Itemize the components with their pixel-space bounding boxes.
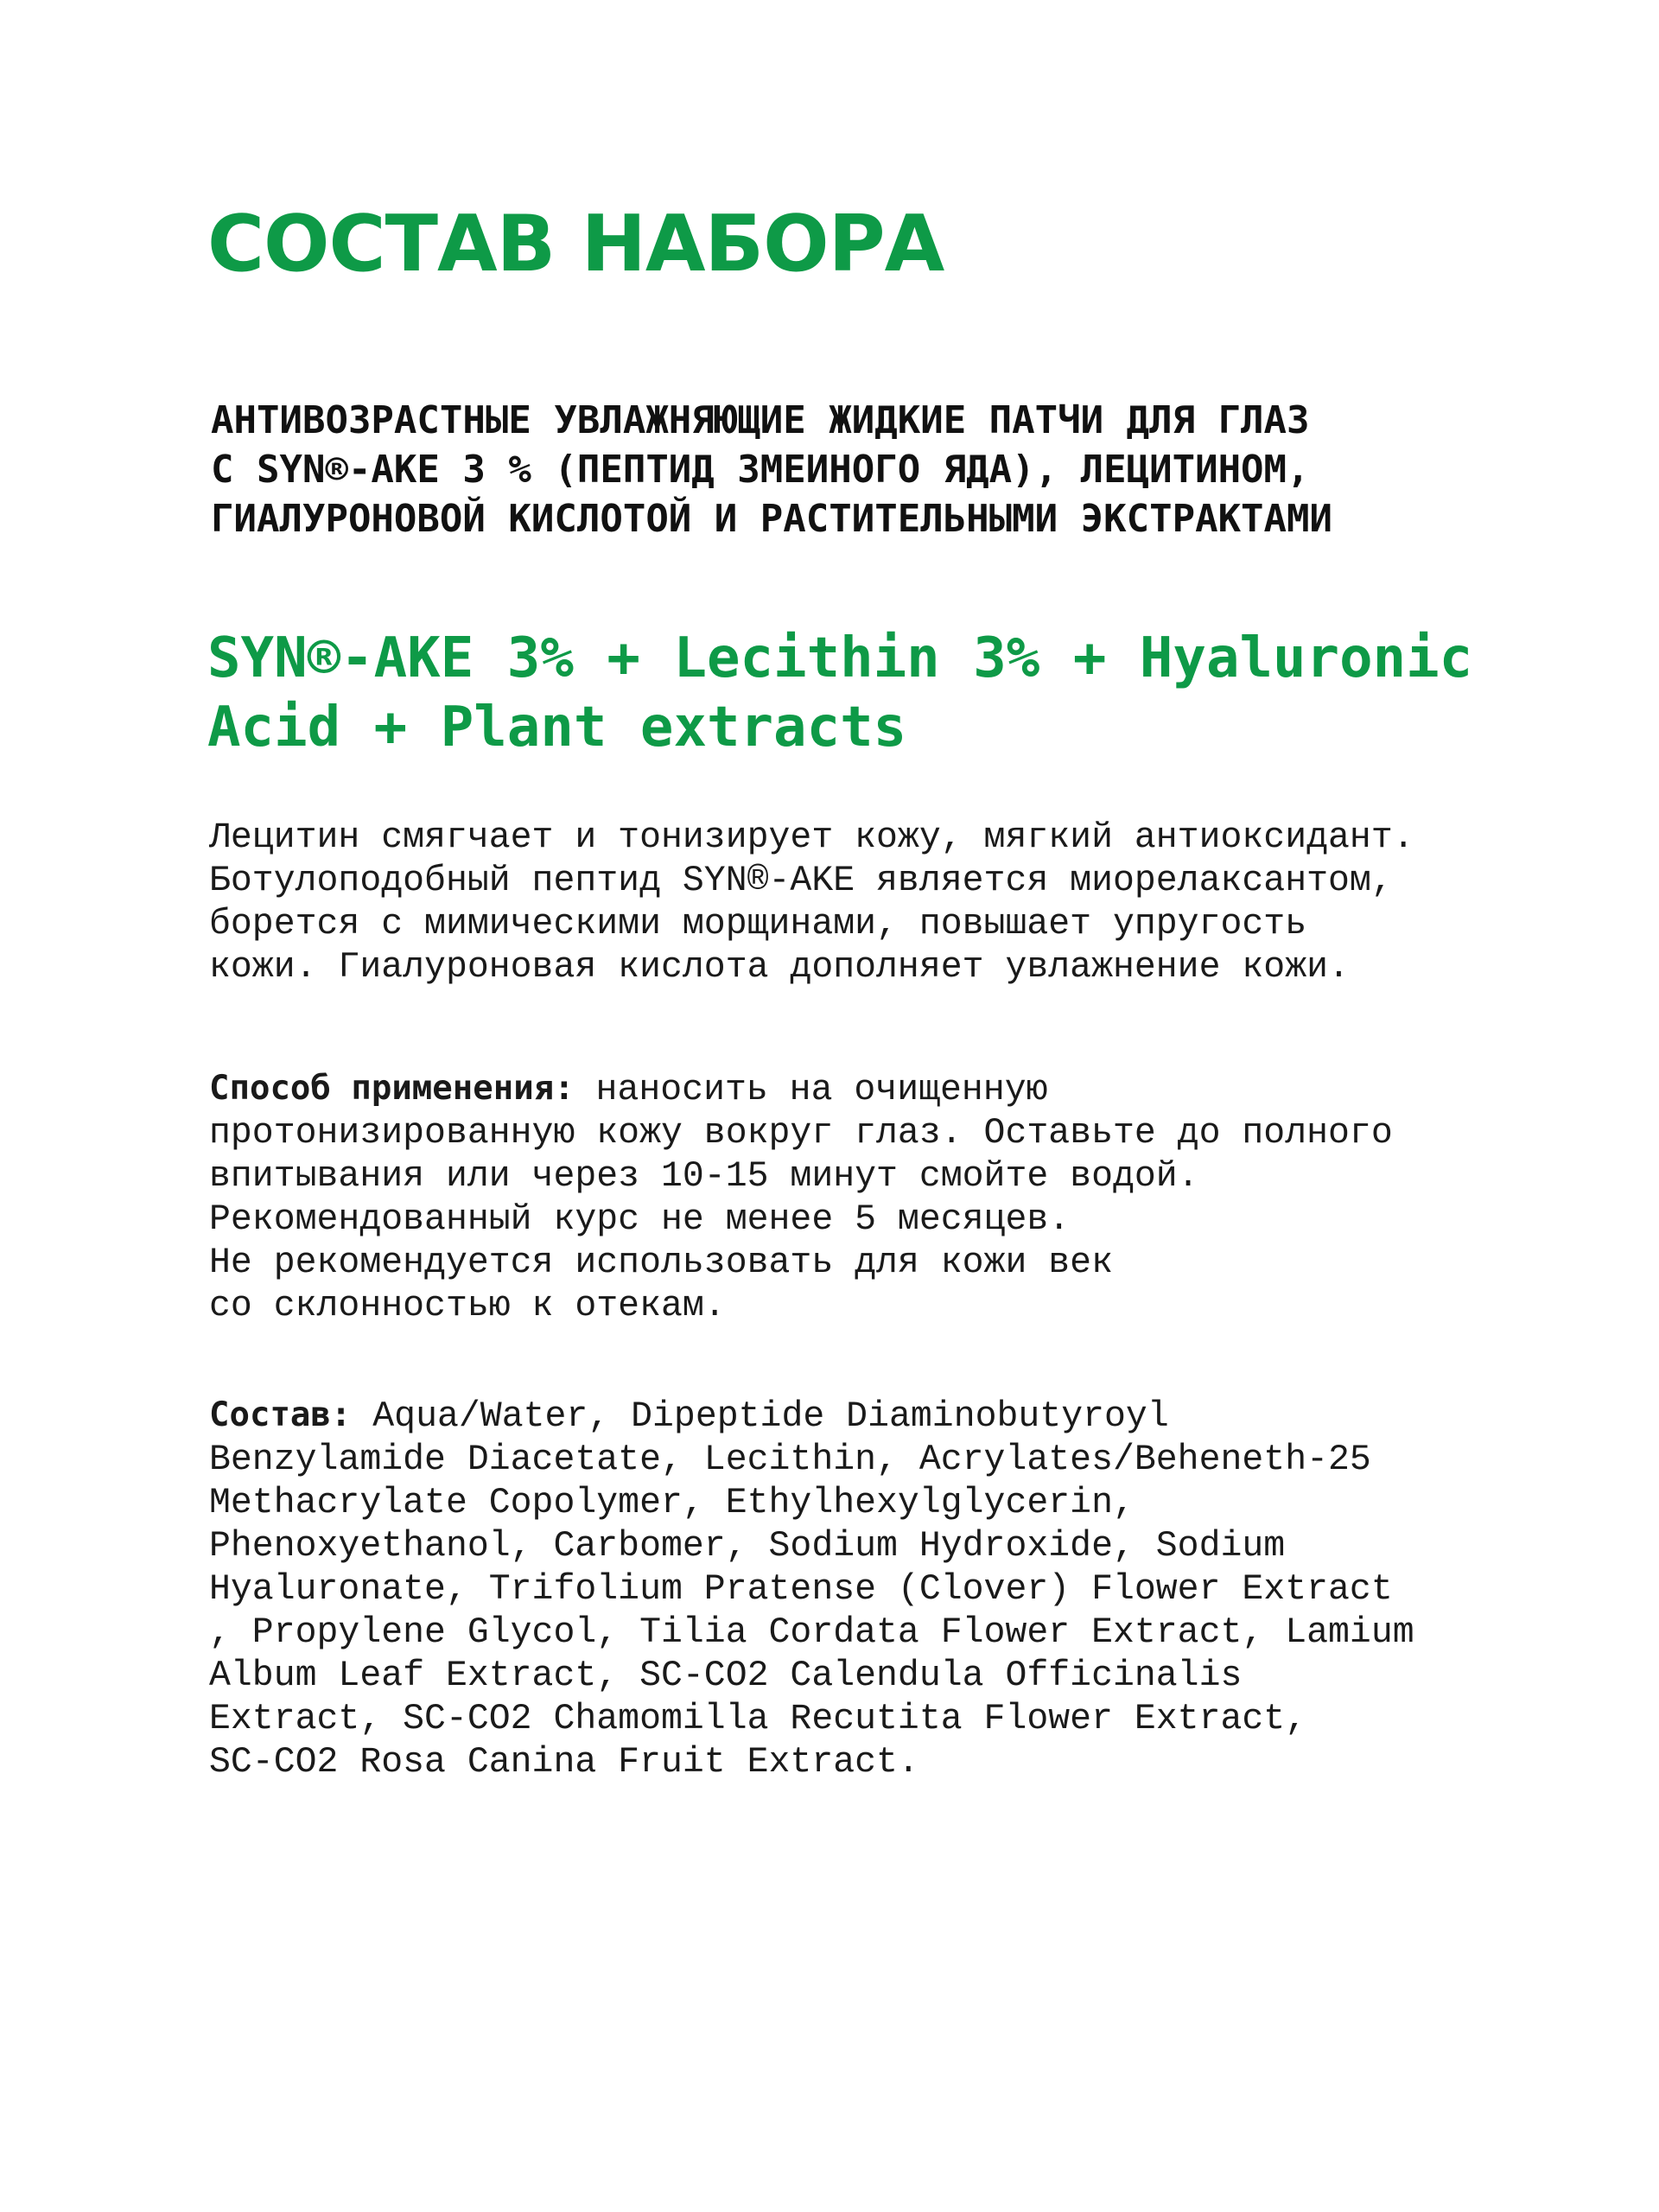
description-line: борется с мимическими морщинами, повышает упругость [209, 904, 1307, 944]
ingredients-line: , Propylene Glycol, Tilia Cordata Flower Extract, Lamium [209, 1612, 1414, 1653]
ingredients-section [209, 1394, 1414, 1784]
ingredients-line: Phenoxyethanol, Carbomer, Sodium Hydroxide, Sodium [209, 1526, 1286, 1567]
usage-text: наносить на очищенную [574, 1070, 1048, 1110]
usage-section [209, 1067, 1393, 1328]
usage-line: Рекомендованный курс не менее 5 месяцев. [209, 1199, 1071, 1240]
usage-label: Способ применения: [209, 1069, 575, 1108]
ingredients-line: Methacrylate Copolymer, Ethylhexylglycerin, [209, 1483, 1135, 1523]
description-paragraph [209, 817, 1414, 989]
product-name [211, 396, 1332, 543]
usage-line: протонизированную кожу вокруг глаз. Оставьте до полного [209, 1113, 1393, 1154]
usage-first-line [209, 1067, 1393, 1112]
page-title: СОСТАВ НАБОРА [207, 199, 944, 289]
ingredients-first-line [209, 1394, 1414, 1439]
ingredients-line: Album Leaf Extract, SC-CO2 Calendula Officinalis [209, 1656, 1243, 1696]
product-name-line: С SYN®-AKE 3 % (ПЕПТИД ЗМЕИНОГО ЯДА), ЛЕЦИТИНОМ, [211, 448, 1310, 492]
usage-line: впитывания или через 10-15 минут смойте водой. [209, 1156, 1199, 1197]
usage-line: со склонностью к отекам. [209, 1286, 726, 1326]
ingredients-line: Hyaluronate, Trifolium Pratense (Clover) Flower Extract [209, 1569, 1393, 1610]
ingredients-line: Extract, SC-CO2 Chamomilla Recutita Flower Extract, [209, 1699, 1307, 1739]
description-line: Ботулоподобный пептид SYN®-AKE является миорелаксантом, [209, 861, 1393, 901]
ingredients-line: SC-CO2 Rosa Canina Fruit Extract. [209, 1742, 919, 1783]
ingredients-line: Benzylamide Diacetate, Lecithin, Acrylates/Beheneth-25 [209, 1440, 1371, 1480]
usage-line: Не рекомендуется использовать для кожи век [209, 1243, 1113, 1283]
ingredients-text: Aqua/Water, Dipeptide Diaminobutyroyl [351, 1396, 1169, 1437]
product-name-line: АНТИВОЗРАСТНЫЕ УВЛАЖНЯЮЩИЕ ЖИДКИЕ ПАТЧИ ДЛЯ ГЛАЗ [211, 398, 1310, 442]
formula-line: Acid + Plant extracts [207, 696, 907, 760]
description-line: кожи. Гиалуроновая кислота дополняет увлажнение кожи. [209, 947, 1350, 988]
formula-heading [207, 624, 1472, 762]
formula-line: SYN®-AKE 3% + Lecithin 3% + Hyaluronic [207, 626, 1473, 690]
product-name-line: ГИАЛУРОНОВОЙ КИСЛОТОЙ И РАСТИТЕЛЬНЫМИ ЭКСТРАКТАМИ [211, 497, 1333, 541]
description-line: Лецитин смягчает и тонизирует кожу, мягкий антиоксидант. [209, 817, 1414, 858]
ingredients-label: Состав: [209, 1395, 352, 1434]
